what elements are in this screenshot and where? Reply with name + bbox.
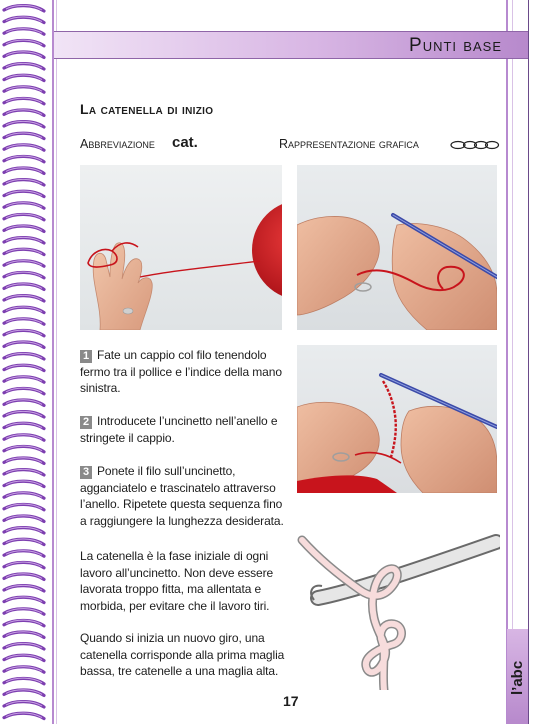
step-text: Introducete l’uncinetto nell’anello e stringete il cappio.: [80, 414, 278, 445]
header-band: [54, 31, 528, 59]
margin-line-left: [52, 0, 54, 724]
margin-line-left-inner: [56, 0, 57, 724]
step-3: [80, 463, 286, 529]
photo-step-1: [80, 165, 282, 330]
abbreviation-value: cat.: [172, 134, 198, 151]
step-text: Fate un cappio col filo tenendolo fermo tra il pollice e l’indice della mano sinistra.: [80, 348, 282, 395]
margin-line-right: [506, 0, 508, 724]
abbreviation-label: Abbreviazione: [80, 137, 155, 151]
side-tab: [507, 629, 528, 724]
step-2: [80, 413, 286, 446]
step-1: [80, 347, 286, 397]
side-tab-label: l’abc: [509, 660, 526, 695]
step-text: Ponete il filo sull’uncinetto, agganciatelo e trascinatelo attraverso l’anello. Ripetete questa sequenza fino a raggiungere la lunghezza desiderata.: [80, 464, 284, 528]
chapter-title: Punti base: [409, 35, 502, 56]
representation-label: Rappresentazione grafica: [279, 137, 419, 151]
step-number-badge: 3: [80, 466, 92, 479]
body-paragraph: La catenella è la fase iniziale di ogni lavoro all’uncinetto. Non deve essere lavorata troppo fitta, ma allentata e morbida, per evitare che il lavoro tiri.: [80, 549, 274, 613]
chain-stitch-symbol-icon: [450, 139, 500, 151]
margin-line-right-inner: [512, 0, 513, 724]
step-number-badge: 1: [80, 350, 92, 363]
photo-step-2: [297, 165, 497, 330]
body-paragraph: Quando si inizia un nuovo giro, una catenella corrisponde alla prima maglia bassa, tre catenelle a una maglia alta.: [80, 631, 285, 678]
photo-step-3: [297, 345, 497, 493]
chain-stitch-illustration: [290, 520, 500, 690]
spiral-binding: [0, 0, 50, 724]
page-number: 17: [283, 693, 299, 709]
section-title: La catenella di inizio: [80, 101, 214, 117]
step-number-badge: 2: [80, 416, 92, 429]
